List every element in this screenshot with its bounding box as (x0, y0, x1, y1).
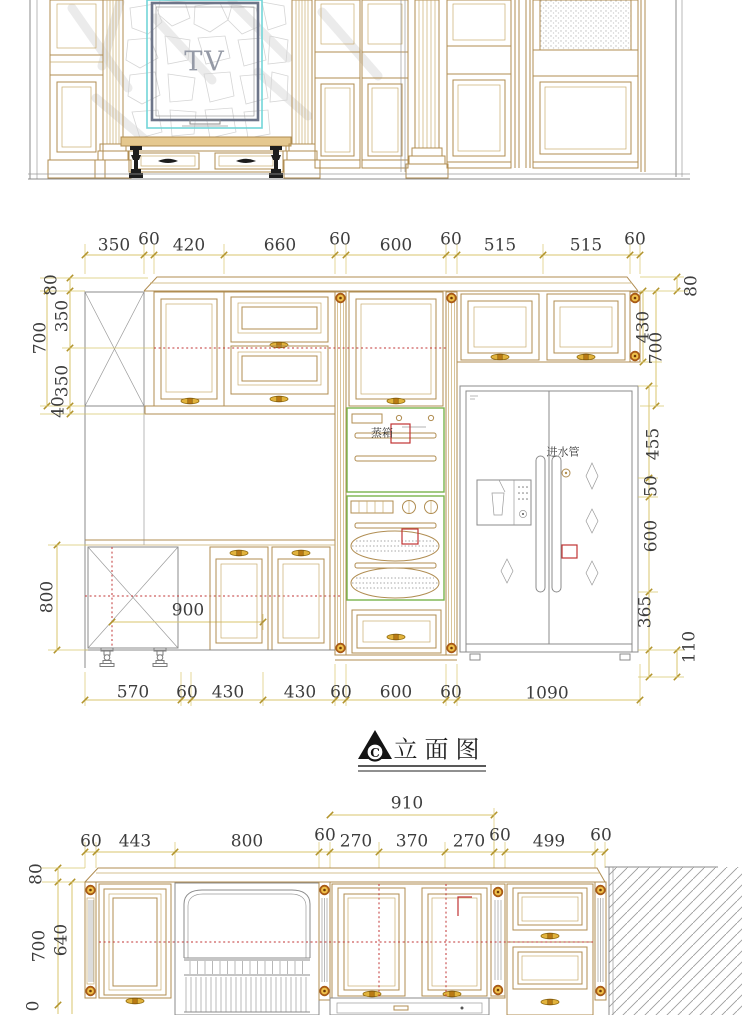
dim-label: 110 (679, 630, 700, 664)
dim-label: 515 (483, 235, 517, 256)
pilaster-a (85, 882, 96, 998)
dim-label: 350 (52, 299, 73, 333)
dim-label: 443 (118, 831, 152, 852)
dim-label: 80 (26, 863, 47, 885)
left-panel-door (48, 0, 105, 178)
kitchen-elevation (0, 230, 747, 730)
dim-label: 700 (30, 321, 51, 355)
second-elevation (0, 780, 747, 1015)
center-glass-doors (332, 884, 505, 998)
dim-label: 270 (452, 831, 486, 852)
dim-label: 499 (532, 831, 566, 852)
glass-door-frosted (533, 0, 638, 168)
dim-label: 350 (97, 235, 131, 256)
dim-label: 60 (329, 229, 351, 250)
pilaster-left (335, 292, 346, 655)
tv-stand (121, 137, 291, 178)
drawer-stack-499 (507, 884, 593, 1015)
panel-door-d (447, 0, 511, 168)
upper-door-600 (349, 292, 443, 406)
pilaster-right (446, 292, 457, 655)
dim-label: 50 (641, 475, 662, 497)
dim-label: 600 (379, 235, 413, 256)
dim-label: 700 (29, 929, 50, 963)
dim-label: 430 (211, 682, 245, 703)
dim-label: 0 (23, 1000, 44, 1012)
dim-label: 40 (48, 396, 69, 418)
dim-label: 80 (41, 274, 62, 296)
pilaster-c (491, 884, 505, 996)
upper-drawers-660 (224, 292, 335, 406)
upper-doors-515 (457, 292, 640, 362)
dim-label: 80 (681, 275, 702, 297)
dim-label: 800 (230, 831, 264, 852)
plate-rack-cabinet (175, 883, 319, 1015)
upper-void-box (85, 292, 144, 406)
dim-chain-top (82, 244, 643, 274)
tv-label: TV (184, 46, 226, 78)
hatched-wall (609, 867, 742, 1015)
water-dispenser (477, 480, 531, 525)
base-doors (210, 547, 330, 650)
dim-label-910: 910 (390, 793, 424, 814)
dim-label-900: 900 (171, 600, 205, 621)
water-inlet-label: 进水管 (546, 445, 580, 459)
tv-wall-elevation (0, 0, 747, 230)
oven-microwave (347, 496, 444, 600)
dim-label: 60 (440, 682, 462, 703)
dim-label: 660 (263, 235, 297, 256)
dim-label: 515 (569, 235, 603, 256)
dim-label: 420 (172, 235, 206, 256)
dim-label: 455 (643, 427, 664, 461)
steam-oven (347, 408, 444, 492)
fluted-column-far (406, 0, 448, 178)
dim-label: 270 (339, 831, 373, 852)
dim-label: 600 (641, 519, 662, 553)
dim-label: 60 (176, 682, 198, 703)
dim-label: 60 (624, 229, 646, 250)
section-marker-letter: C (370, 746, 380, 760)
pilaster-b (319, 882, 330, 1000)
glass-door-443 (99, 884, 171, 1004)
dim-label: 570 (116, 682, 150, 703)
drawing-title: 立面图 (393, 735, 487, 764)
dim-label: 700 (646, 331, 667, 365)
range-hood (330, 998, 489, 1015)
dim-label: 370 (395, 831, 429, 852)
dim-label: 60 (590, 825, 612, 846)
dim-label: 60 (440, 229, 462, 250)
dim-label: 350 (52, 364, 73, 398)
dim-label: 60 (80, 831, 102, 852)
dim-label: 60 (489, 825, 511, 846)
dim-label: 430 (283, 682, 317, 703)
dim-label: 60 (138, 229, 160, 250)
base-void-box (88, 547, 178, 667)
refrigerator (460, 386, 638, 660)
dim-label: 430 (633, 310, 654, 344)
pilaster-d (595, 882, 606, 1000)
steam-oven-label: 蒸箱 (371, 426, 393, 440)
dim-label: 640 (51, 923, 72, 957)
dim-label: 60 (330, 682, 352, 703)
dim-label: 365 (635, 595, 656, 629)
upper-door-420 (154, 292, 224, 406)
dim-label: 800 (37, 580, 58, 614)
dim-label: 60 (314, 825, 336, 846)
dim-label: 600 (379, 682, 413, 703)
dim-label: 1090 (525, 683, 569, 704)
tall-unit-drawer (352, 610, 441, 653)
